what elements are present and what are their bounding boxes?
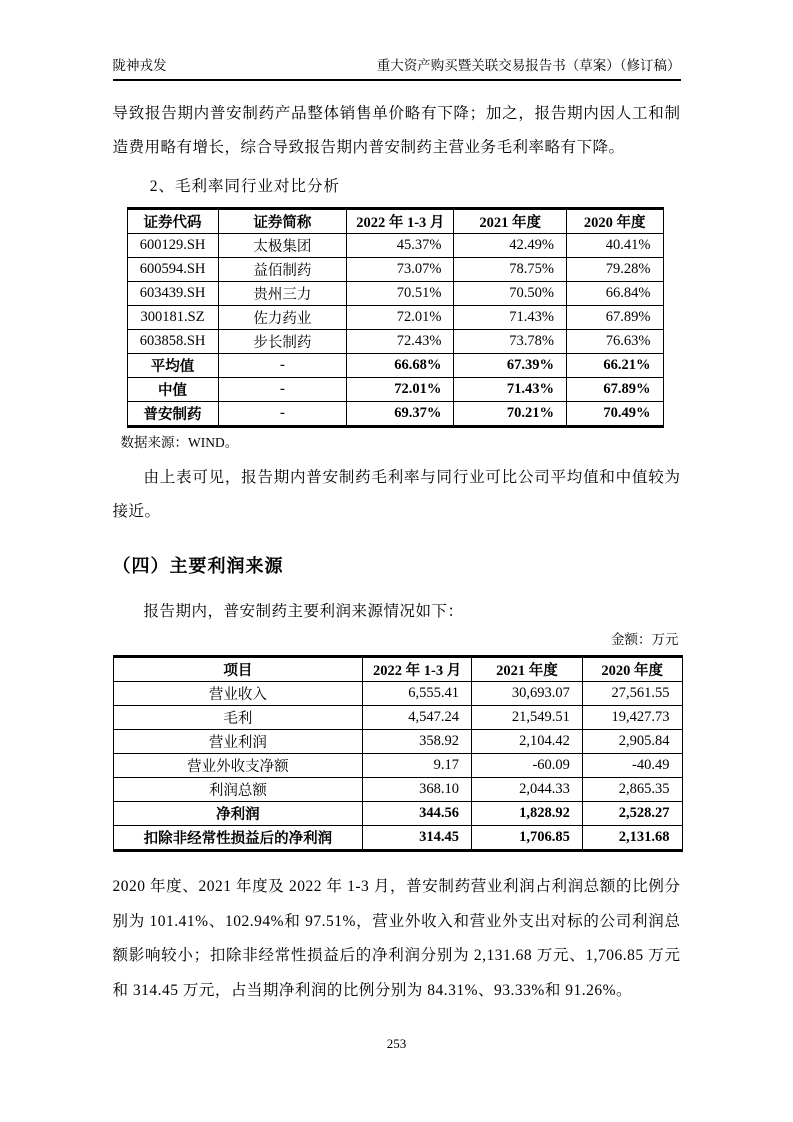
- table-cell: 69.37%: [347, 402, 454, 427]
- table-row: [113, 826, 682, 851]
- paragraph-profit-intro: 报告期内，普安制药主要利润来源情况如下：: [143, 603, 464, 620]
- table-cell: 73.07%: [347, 258, 454, 282]
- header-company: 陇神戎发: [112, 58, 167, 73]
- heading-margin-comparison: 2、毛利率同行业对比分析: [149, 178, 340, 195]
- page-header: [113, 54, 681, 81]
- table-cell: 扣除非经常性损益后的净利润: [113, 826, 363, 851]
- table-cell: 73.78%: [454, 330, 567, 354]
- table-cell: 2,905.84: [582, 730, 682, 754]
- table-cell: 70.49%: [566, 402, 663, 427]
- column-header: 2020 年度: [566, 209, 663, 234]
- table-cell: -: [218, 378, 347, 402]
- table-cell: 70.21%: [454, 402, 567, 427]
- gross-margin-comparison-table: [127, 207, 664, 428]
- table-cell: -: [218, 402, 347, 427]
- column-header: 2021 年度: [454, 209, 567, 234]
- table-cell: 42.49%: [454, 234, 567, 258]
- table-cell: 4,547.24: [363, 706, 472, 730]
- column-header: 项目: [113, 657, 363, 682]
- table-cell: -: [218, 354, 347, 378]
- table-header-row: [113, 657, 682, 682]
- table-row: [113, 706, 682, 730]
- table-cell: 1,828.92: [471, 802, 582, 826]
- profit-source-table: [113, 655, 683, 852]
- table-row: [127, 378, 663, 402]
- table-row: [127, 306, 663, 330]
- table-cell: 76.63%: [566, 330, 663, 354]
- table-header-row: [127, 209, 663, 234]
- table-cell: 毛利: [113, 706, 363, 730]
- table-cell: 72.01%: [347, 378, 454, 402]
- table-cell: 1,706.85: [471, 826, 582, 851]
- amount-unit-label: 金额：万元: [611, 632, 679, 647]
- paragraph-margin-conclusion: 由上表可见，报告期内普安制药毛利率与同行业可比公司平均值和中值较为接近。: [112, 469, 681, 520]
- table-cell: 普安制药: [127, 402, 218, 427]
- header-document-title: 重大资产购买暨关联交易报告书（草案）（修订稿）: [376, 58, 681, 73]
- table-cell: 71.43%: [454, 378, 567, 402]
- table-cell: 利润总额: [113, 778, 363, 802]
- table-cell: 368.10: [363, 778, 472, 802]
- table-cell: 40.41%: [566, 234, 663, 258]
- table-cell: 太极集团: [218, 234, 347, 258]
- table-cell: 72.43%: [347, 330, 454, 354]
- table-row: [113, 682, 682, 706]
- column-header: 证券代码: [127, 209, 218, 234]
- table-cell: 314.45: [363, 826, 472, 851]
- table-cell: 2,865.35: [582, 778, 682, 802]
- table-cell: 344.56: [363, 802, 472, 826]
- table-cell: 营业收入: [113, 682, 363, 706]
- table-cell: 603439.SH: [127, 282, 218, 306]
- table-cell: 70.50%: [454, 282, 567, 306]
- table-cell: -40.49: [582, 754, 682, 778]
- column-header: 2022 年 1-3 月: [347, 209, 454, 234]
- table-cell: 67.89%: [566, 378, 663, 402]
- table-cell: 步长制药: [218, 330, 347, 354]
- table-row: [127, 354, 663, 378]
- table-cell: 45.37%: [347, 234, 454, 258]
- table-cell: 净利润: [113, 802, 363, 826]
- table-cell: 平均值: [127, 354, 218, 378]
- table-cell: 600594.SH: [127, 258, 218, 282]
- table-cell: 9.17: [363, 754, 472, 778]
- table-cell: 2,131.68: [582, 826, 682, 851]
- table-cell: 600129.SH: [127, 234, 218, 258]
- margin-table-body: [127, 234, 663, 427]
- table-cell: 79.28%: [566, 258, 663, 282]
- table-cell: 2,104.42: [471, 730, 582, 754]
- table-row: [127, 402, 663, 427]
- table-cell: 67.39%: [454, 354, 567, 378]
- table-cell: 300181.SZ: [127, 306, 218, 330]
- column-header: 2022 年 1-3 月: [363, 657, 472, 682]
- column-header: 2020 年度: [582, 657, 682, 682]
- table-cell: 2,528.27: [582, 802, 682, 826]
- table-cell: 70.51%: [347, 282, 454, 306]
- data-source-note: 数据来源：WIND。: [120, 435, 239, 450]
- table-cell: 27,561.55: [582, 682, 682, 706]
- profit-table-body: [113, 682, 682, 851]
- table-cell: 19,427.73: [582, 706, 682, 730]
- table-row: [127, 330, 663, 354]
- paragraph-gross-margin-cause: 导致报告期内普安制药产品整体销售单价略有下降；加之，报告期内因人工和制造费用略有增长，综合导致报告期内普安制药主营业务毛利率略有下降。: [112, 105, 681, 156]
- table-cell: 30,693.07: [471, 682, 582, 706]
- section-heading-profit-source: （四）主要利润来源: [112, 556, 284, 576]
- table-cell: 72.01%: [347, 306, 454, 330]
- table-row: [113, 802, 682, 826]
- table-cell: 358.92: [363, 730, 472, 754]
- table-cell: -60.09: [471, 754, 582, 778]
- table-row: [127, 258, 663, 282]
- content-area: [113, 0, 681, 1008]
- table-cell: 佐力药业: [218, 306, 347, 330]
- table-row: [127, 282, 663, 306]
- paragraph-profit-analysis: 2020 年度、2021 年度及 2022 年 1-3 月，普安制药营业利润占利润总额的比例分别为 101.41%、102.94%和 97.51%，营业外收入和营业外支出对标的公司利润总额影响较小；扣除非经常性损益后的净利润分别为 2,131.68 万元、1,706.85 万元和 314.45 万元，占当期净利润的比例分别为 84.31%、93.33%和 91.26%。: [112, 878, 681, 999]
- table-cell: 2,044.33: [471, 778, 582, 802]
- table-cell: 67.89%: [566, 306, 663, 330]
- table-cell: 6,555.41: [363, 682, 472, 706]
- table-cell: 603858.SH: [127, 330, 218, 354]
- table-cell: 66.21%: [566, 354, 663, 378]
- table-cell: 66.68%: [347, 354, 454, 378]
- table-cell: 营业外收支净额: [113, 754, 363, 778]
- table-cell: 78.75%: [454, 258, 567, 282]
- table-cell: 营业利润: [113, 730, 363, 754]
- page-number: 253: [386, 1036, 407, 1051]
- table-cell: 中值: [127, 378, 218, 402]
- column-header: 证券简称: [218, 209, 347, 234]
- table-row: [113, 754, 682, 778]
- table-cell: 贵州三力: [218, 282, 347, 306]
- table-cell: 66.84%: [566, 282, 663, 306]
- table-cell: 益佰制药: [218, 258, 347, 282]
- table-row: [113, 778, 682, 802]
- table-cell: 21,549.51: [471, 706, 582, 730]
- table-row: [127, 234, 663, 258]
- column-header: 2021 年度: [471, 657, 582, 682]
- table-row: [113, 730, 682, 754]
- table-cell: 71.43%: [454, 306, 567, 330]
